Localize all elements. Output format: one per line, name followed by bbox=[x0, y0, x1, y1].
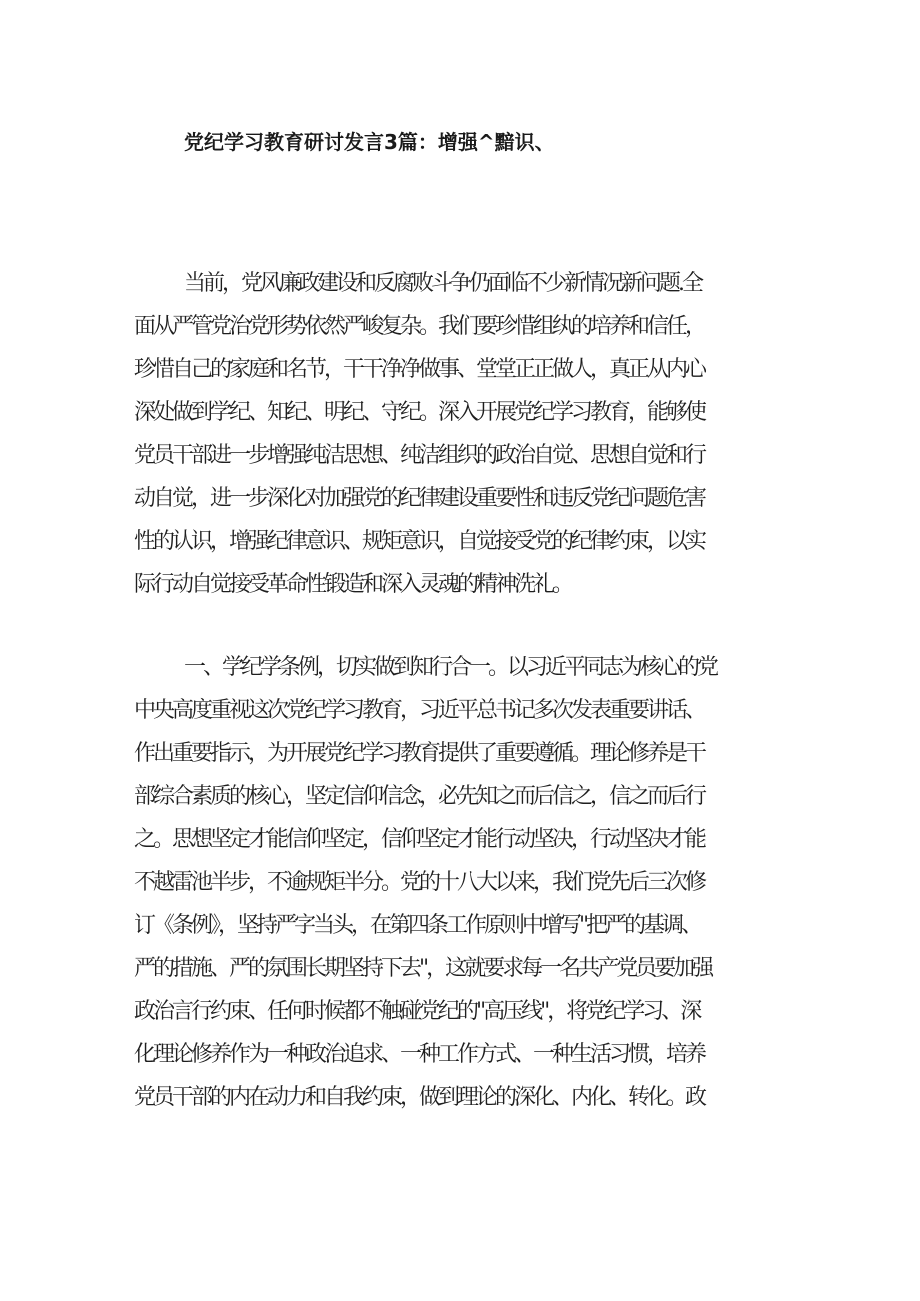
text-line: 面从严管党治党形势依然严峻复杂。我们要珍惜组纨的培养和信任， bbox=[134, 314, 705, 339]
text-line: 之。思想坚定才能信仰坚定，信仰坚定才能行动坚决，行动坚决才能 bbox=[134, 827, 705, 852]
text-line: 不越雷池半步，不逾规矩半分。党的十八大以来，我们党先后三次修 bbox=[134, 870, 705, 895]
text-line: 动自觉，进一步深化对加强党的纪律建设重要性和违反党纪问题危害 bbox=[134, 486, 705, 511]
text-line: 当前，党风廉政建设和反腐败斗争仍面临不少新情况新问题.全 bbox=[184, 271, 701, 296]
document-title: 党纪学习教育研讨发言3篇：增强^黯识、 bbox=[184, 130, 555, 154]
text-line: 际行动自觉接受革命性锻造和深入灵魂的精神洗礼。 bbox=[134, 572, 572, 597]
text-line: 严的措施、严的氛围长期坚持下去"，这就要求每一名共产党员要加强 bbox=[134, 956, 712, 981]
text-line: 一、学纪学条例，切实做到知行合一。以习近平同志为核心的党 bbox=[184, 655, 717, 680]
text-line: 部综合素质的核心，坚定信仰信念，必先知之而后信之，信之而后行 bbox=[134, 784, 705, 809]
text-line: 党员干部的内在动力和自我约束，做到理论的深化、内化、转化。政 bbox=[134, 1085, 705, 1110]
text-line: 政治言行约束、任何时候都不触碰党纪的"高压线"，将党纪学习、深 bbox=[134, 999, 700, 1024]
text-line: 作出重要指示，为开展党纪学习教育提供了重要遵循。理论修养是干 bbox=[134, 741, 705, 766]
text-line: 珍惜自己的家庭和名节，干干净净做事、堂堂正正做人，真正从内心 bbox=[134, 357, 705, 382]
text-line: 深处做到学纪、知纪、明纪、守纪。深入开展党纪学习教育，能够使 bbox=[134, 400, 705, 425]
text-line: 性的认识，增强纪律意识、规矩意识，自觉接受党的纪律约束，以实 bbox=[134, 529, 705, 554]
text-line: 党员干部进一步增强纯洁思想、纯洁组织的政治自觉、思想自觉和行 bbox=[134, 443, 705, 468]
text-line: 订《条例》，坚持严字当头，在第四条工作原则中增写"把严的基调、 bbox=[134, 913, 701, 938]
text-line: 化理论修养作为一种政治追求、一种工作方式、一种生活习惯，培养 bbox=[134, 1042, 705, 1067]
text-line: 中央高度重视这次党纪学习教育，习近平总书记多次发表重要讲话、 bbox=[134, 698, 705, 723]
